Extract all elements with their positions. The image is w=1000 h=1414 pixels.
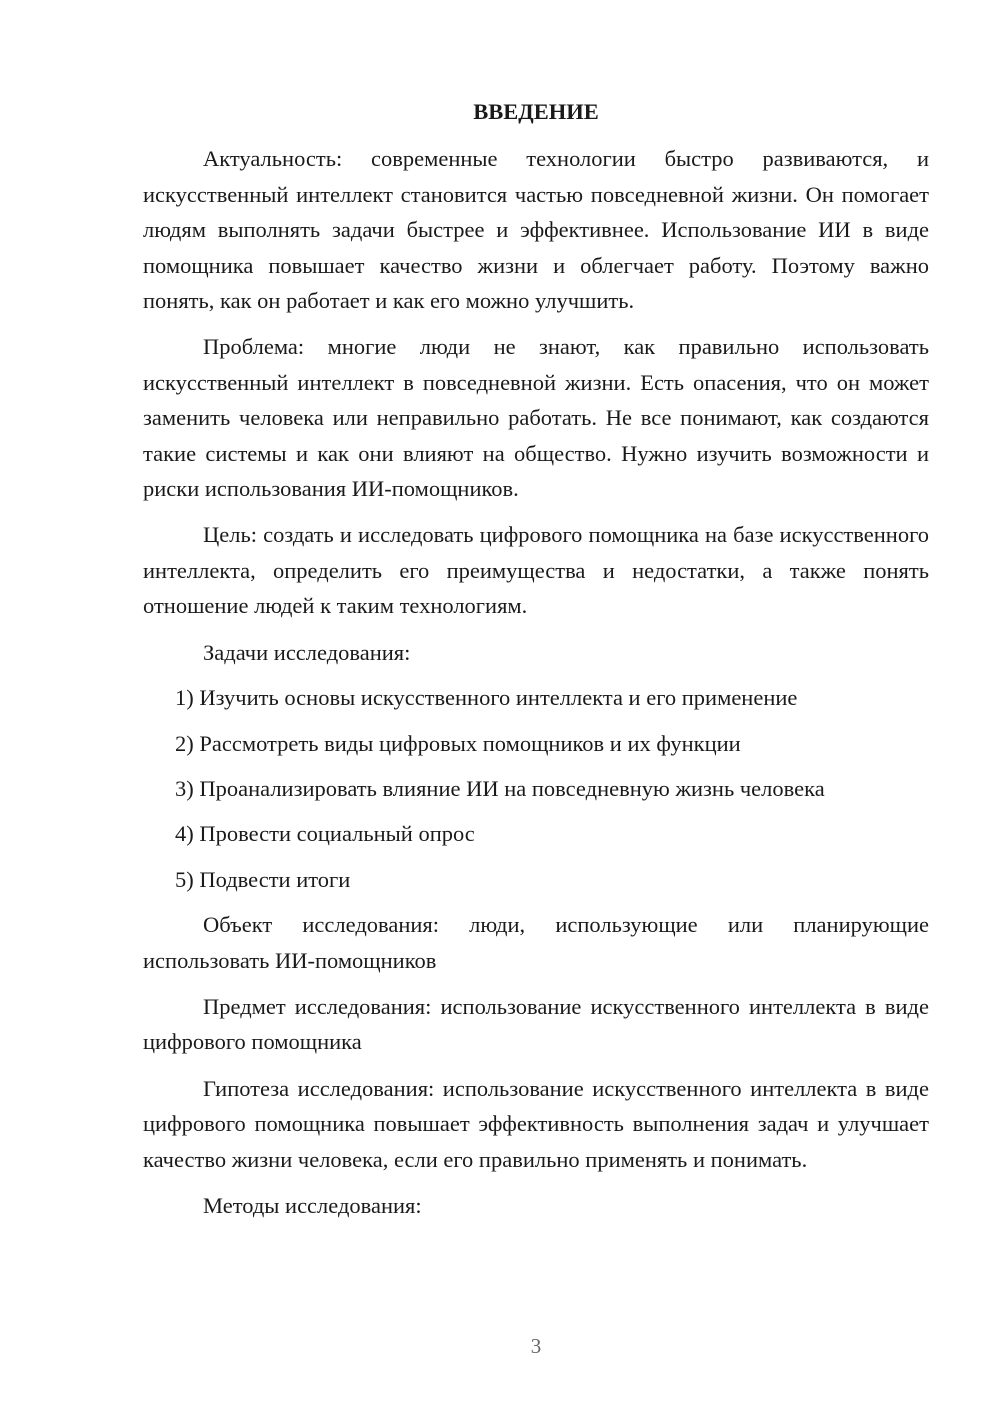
list-item: 1) Изучить основы искусственного интеллекта и его применение [175,685,798,711]
tasks-intro: Задачи исследования: [203,639,411,665]
problem-paragraph: Проблема: многие люди не знают, как правильно использовать искусственный интеллект в повседневной жизни. Есть опасения, что он может заменить человека или неправильно работать. Не все понимают, как создаются такие системы и как они влияют на общество. Нужно изучить возможности и риски использования ИИ-помощников. [143,334,929,502]
subject-paragraph: Предмет исследования: использование искусственного интеллекта в виде цифрового помощника [143,993,929,1055]
page-number: 3 [530,1334,542,1358]
goal-paragraph: Цель: создать и исследовать цифрового помощника на базе искусственного интеллекта, определить его преимущества и недостатки, а также понять отношение людей к таким технологиям. [143,522,929,619]
hypothesis-paragraph: Гипотеза исследования: использование искусственного интеллекта в виде цифрового помощника повышает эффективность выполнения задач и улучшает качество жизни человека, если его правильно применять и понимать. [143,1075,929,1172]
methods-intro: Методы исследования: [203,1192,422,1218]
list-item: 3) Проанализировать влияние ИИ на повседневную жизнь человека [175,775,825,801]
tasks-list [143,680,929,897]
list-item: 4) Провести социальный опрос [175,821,475,847]
page-content [143,94,929,1223]
list-item: 5) Подвести итоги [175,866,351,892]
list-item: 2) Рассмотреть виды цифровых помощников и их функции [175,730,741,756]
relevance-paragraph: Актуальность: современные технологии быстро развиваются, и искусственный интеллект становится частью повседневной жизни. Он помогает людям выполнять задачи быстрее и эффективнее. Использование ИИ в виде помощника повышает качество жизни и облегчает работу. Поэтому важно понять, как он работает и как его можно улучшить. [143,146,929,314]
section-heading: ВВЕДЕНИЕ [473,99,599,124]
object-paragraph: Объект исследования: люди, использующие или планирующие использовать ИИ-помощников [143,912,929,973]
